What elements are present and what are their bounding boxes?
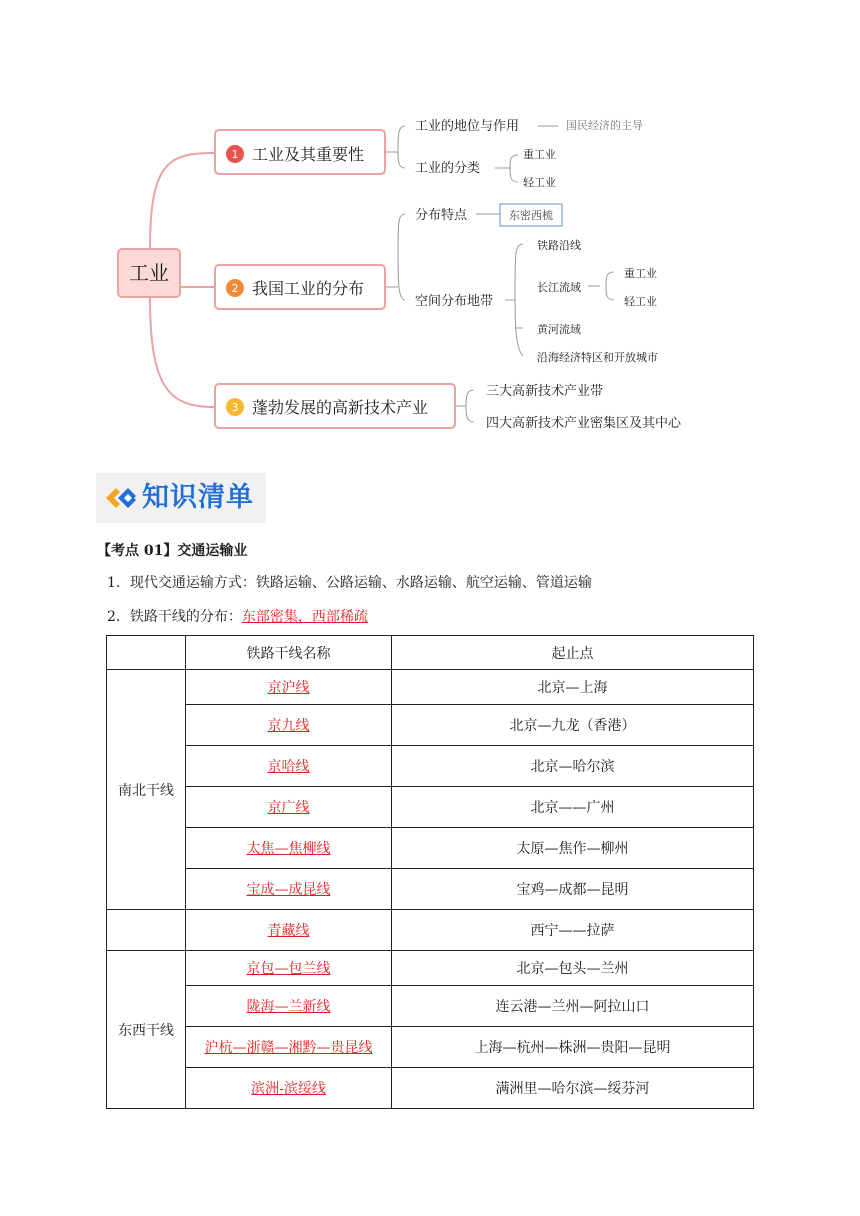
feature-note: 东密西梳 (509, 209, 553, 222)
paragraph-2 (107, 607, 368, 627)
branch-1 (215, 130, 385, 174)
branch-2-label: 我国工业的分布 (252, 279, 365, 298)
table-row (107, 705, 754, 746)
line-name: 京沪线 (267, 680, 310, 696)
paragraph-2-prefix: 2．铁路干线的分布： (107, 609, 242, 625)
line-route: 满洲里—哈尔滨—绥芬河 (392, 1068, 754, 1109)
branch-2 (215, 265, 385, 309)
double-chevron-icon (104, 486, 138, 510)
table-row (107, 787, 754, 828)
branch-1-label: 工业及其重要性 (252, 145, 365, 164)
group-north-south: 南北干线 (107, 670, 186, 910)
status-note: 国民经济的主导 (566, 119, 643, 132)
header-cell-group (107, 636, 186, 670)
paragraph-2-highlight: 东部密集，西部稀疏 (241, 609, 368, 625)
railway-label: 铁路沿线 (537, 239, 581, 252)
header-cell-name: 铁路干线名称 (186, 636, 392, 670)
group-east-west: 东西干线 (107, 951, 186, 1109)
line-route: 连云港—兰州—阿拉山口 (392, 986, 754, 1027)
table-row (107, 986, 754, 1027)
coastal-label: 沿海经济特区和开放城市 (537, 351, 658, 364)
mind-map (0, 0, 860, 450)
banner-text: 知识清单 (142, 482, 254, 513)
root-node (118, 249, 180, 297)
line-name: 沪杭—浙赣—湘黔—贵昆线 (204, 1040, 373, 1056)
line-route: 北京—包头—兰州 (392, 951, 754, 986)
line-route: 太原—焦作—柳州 (392, 828, 754, 869)
feature-label: 分布特点 (415, 208, 468, 223)
table-header-row (107, 636, 754, 670)
railway-table (106, 635, 754, 1109)
yangtze-light-label: 轻工业 (624, 295, 657, 308)
table-row (107, 869, 754, 910)
line-name: 京广线 (267, 800, 310, 816)
line-name: 滨洲-滨绥线 (251, 1081, 326, 1097)
clusters-label: 四大高新技术产业密集区及其中心 (486, 416, 682, 431)
belts-label: 三大高新技术产业带 (486, 384, 604, 399)
branch-1-num: 1 (231, 148, 239, 161)
classify-label: 工业的分类 (415, 161, 481, 176)
yangtze-heavy-label: 重工业 (624, 267, 657, 280)
yangtze-label: 长江流域 (537, 281, 581, 294)
line-route: 北京—上海 (392, 670, 754, 705)
line-route: 北京—哈尔滨 (392, 746, 754, 787)
light-label: 轻工业 (523, 176, 556, 189)
branch-3-num: 3 (231, 401, 239, 414)
table-row (107, 670, 754, 705)
knowledge-list-banner (96, 473, 266, 523)
table-row (107, 951, 754, 986)
paragraph-1: 1．现代交通运输方式：铁路运输、公路运输、水路运输、航空运输、管道运输 (107, 575, 592, 591)
line-name: 太焦—焦柳线 (246, 841, 331, 857)
table-row (107, 1068, 754, 1109)
branch-3-label: 蓬勃发展的高新技术产业 (252, 398, 429, 417)
line-route: 宝鸡—成都—昆明 (392, 869, 754, 910)
branch-3-connectors (455, 390, 474, 422)
line-name: 陇海—兰新线 (246, 999, 331, 1015)
root-label: 工业 (129, 261, 169, 285)
line-name: 宝成—成昆线 (246, 882, 331, 898)
status-label: 工业的地位与作用 (415, 119, 520, 134)
line-route: 北京——广州 (392, 787, 754, 828)
branch-3 (215, 384, 455, 428)
table-row (107, 828, 754, 869)
heavy-label: 重工业 (523, 148, 556, 161)
table-row (107, 746, 754, 787)
line-name: 京哈线 (267, 759, 310, 775)
line-route: 北京—九龙（香港） (392, 705, 754, 746)
section-title: 【考点 01】交通运输业 (97, 543, 248, 559)
line-route: 西宁——拉萨 (392, 910, 754, 951)
header-cell-route: 起止点 (392, 636, 754, 670)
line-route: 上海—杭州—株洲—贵阳—昆明 (392, 1027, 754, 1068)
line-name: 京包—包兰线 (246, 961, 331, 977)
line-name: 京九线 (267, 718, 310, 734)
table-row (107, 1027, 754, 1068)
table-row (107, 910, 754, 951)
line-name: 青藏线 (267, 923, 310, 939)
yellow-label: 黄河流域 (537, 323, 581, 336)
zones-label: 空间分布地带 (415, 294, 494, 309)
branch-2-num: 2 (231, 282, 239, 295)
group-empty (107, 910, 186, 951)
